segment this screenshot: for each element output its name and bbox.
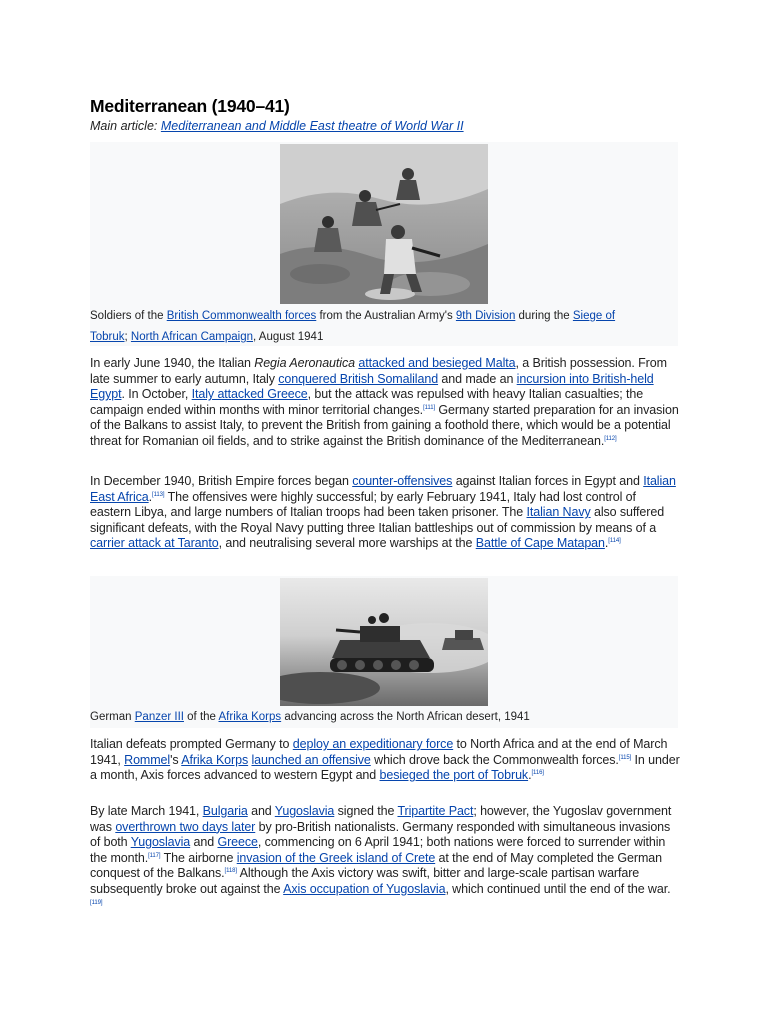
text: . <box>528 768 532 783</box>
text: , a British possession. From late summer to early autumn, Italy <box>90 356 667 386</box>
link-taranto[interactable]: carrier attack at Taranto <box>90 536 219 551</box>
text: 's <box>170 752 182 767</box>
link-afrika-korps[interactable]: Afrika Korps <box>218 711 282 723</box>
link-cape-matapan[interactable]: Battle of Cape Matapan <box>475 536 605 551</box>
link-bulgaria[interactable]: Bulgaria <box>202 804 248 818</box>
link-british-commonwealth-forces[interactable]: British Commonwealth forces <box>166 310 317 322</box>
text: , which continued until the end of the war. <box>445 881 671 896</box>
paragraph <box>90 804 680 913</box>
main-article-link[interactable]: Mediterranean and Middle East theatre of World War II <box>160 119 464 133</box>
text: . <box>604 536 609 551</box>
link-tripartite-pact[interactable]: Tripartite Pact <box>397 804 474 818</box>
hatnote <box>90 119 464 133</box>
text: In December 1940, British Empire forces began <box>90 474 353 488</box>
caption-text: ; <box>124 331 131 343</box>
link-british-somaliland[interactable]: conquered British Somaliland <box>278 371 439 386</box>
tank-photo-icon[interactable] <box>280 578 488 706</box>
text: also suffered significant defeats, with the Royal Navy putting three Italian battleships out of commission by means of a <box>90 505 665 535</box>
text: The airborne <box>160 850 237 865</box>
reference[interactable]: [118] <box>224 868 237 875</box>
link-yugoslavia[interactable]: Yugoslavia <box>130 835 191 850</box>
text: which drove back the Commonwealth forces. <box>370 752 619 767</box>
figure-soldiers <box>90 142 678 346</box>
link-siege-of-tobruk[interactable]: Siege of <box>572 310 616 322</box>
link-afrika-korps[interactable]: Afrika Korps <box>181 752 249 767</box>
text: to North Africa and at the end of March 1941, <box>90 737 668 767</box>
text: at the end of May completed the German conquest of the Balkans. <box>90 850 662 881</box>
caption-text: Soldiers of the <box>90 310 167 322</box>
text: , commencing on 6 April 1941; both nations were forced to surrender within the month. <box>90 835 666 865</box>
text: ; however, the Yugoslav government was <box>90 804 672 834</box>
caption-text: of the <box>183 711 219 723</box>
text: Germany started preparation for an invasion of the Balkans to assist Italy, to prevent the British from gaining a foothold there, which would be a potential threat for Romanian oil fields, and to strike against the British dominance of the Mediterranean. <box>90 402 679 448</box>
text: against Italian forces in Egypt and <box>452 474 644 488</box>
text: Italian defeats prompted Germany to <box>90 737 293 751</box>
link-9th-division[interactable]: 9th Division <box>455 310 516 322</box>
italic-text: Regia Aeronautica <box>254 356 355 370</box>
link-counter-offensives[interactable]: counter-offensives <box>352 474 453 488</box>
reference[interactable]: [116] <box>531 770 544 777</box>
section-heading: Mediterranean (1940–41) <box>90 96 290 116</box>
link-yugoslavia[interactable]: Yugoslavia <box>274 804 335 818</box>
text: In under a month, Axis forces advanced to western Egypt and <box>90 752 680 783</box>
link-italian-navy[interactable]: Italian Navy <box>526 505 591 520</box>
reference[interactable]: [112] <box>604 435 617 442</box>
text: and made an <box>438 371 517 386</box>
text: and <box>190 835 218 850</box>
link-crete[interactable]: invasion of the Greek island of Crete <box>236 850 436 865</box>
caption-text: German <box>90 711 135 723</box>
text: and <box>247 804 275 818</box>
figure-caption <box>90 306 650 348</box>
paragraph <box>90 356 680 450</box>
paragraph <box>90 737 680 784</box>
link-north-african-campaign[interactable]: North African Campaign <box>130 331 254 343</box>
text: Although the Axis victory was swift, bitter and large-scale partisan warfare subsequently broke out against the <box>90 866 640 896</box>
text: In early June 1940, the Italian <box>90 356 255 370</box>
reference[interactable]: [114] <box>608 538 621 545</box>
link-siege-of-tobruk[interactable]: Tobruk <box>90 331 125 343</box>
link-rommel[interactable]: Rommel <box>124 752 171 767</box>
text: , but the attack was repulsed with heavy Italian casualties; the campaign ended within months with minor territorial changes. <box>90 387 644 417</box>
soldiers-photo-icon[interactable] <box>280 144 488 304</box>
text: The offensives were highly successful; by early February 1941, Italy had lost control of eastern Libya, and large numbers of Italian troops had been taken prisoner. The <box>90 489 636 520</box>
caption-text: during the <box>515 310 573 322</box>
link-italy-attacked-greece[interactable]: Italy attacked Greece <box>191 387 308 402</box>
reference[interactable]: [115] <box>618 754 632 761</box>
reference[interactable]: [117] <box>148 852 161 859</box>
link-tobruk[interactable]: besieged the port of Tobruk <box>379 768 529 783</box>
hatnote-prefix: Main article: <box>90 119 158 133</box>
reference[interactable]: [111] <box>423 404 436 411</box>
reference[interactable]: [119] <box>90 899 103 906</box>
text: . <box>148 489 153 504</box>
figure-tank <box>90 576 678 728</box>
text: By late March 1941, <box>90 804 203 818</box>
text: , and neutralising several more warships at the <box>218 536 476 551</box>
link-incursion-egypt[interactable]: incursion into British-held Egypt <box>90 371 654 402</box>
text: by pro-British nationalists. Germany responded with simultaneous invasions of both <box>90 819 671 850</box>
link-axis-occupation-yugoslavia[interactable]: Axis occupation of Yugoslavia <box>283 881 446 896</box>
link-panzer-iii[interactable]: Panzer III <box>134 711 184 723</box>
caption-text: from the Australian Army's <box>316 310 456 322</box>
reference[interactable]: [113] <box>152 491 165 498</box>
link-malta[interactable]: attacked and besieged Malta <box>358 356 516 370</box>
link-greece[interactable]: Greece <box>217 835 258 850</box>
link-italian-east-africa[interactable]: Italian East Africa <box>90 474 676 504</box>
figure-caption <box>90 707 650 728</box>
caption-text: advancing across the North African desert, 1941 <box>281 711 530 723</box>
link-launched-offensive[interactable]: launched an offensive <box>251 752 371 767</box>
paragraph <box>90 474 680 552</box>
text: signed the <box>334 804 398 818</box>
link-expeditionary-force[interactable]: deploy an expeditionary force <box>292 737 454 751</box>
caption-text: , August 1941 <box>253 331 324 343</box>
link-overthrown[interactable]: overthrown two days later <box>115 819 256 834</box>
text: . In October, <box>121 387 192 402</box>
